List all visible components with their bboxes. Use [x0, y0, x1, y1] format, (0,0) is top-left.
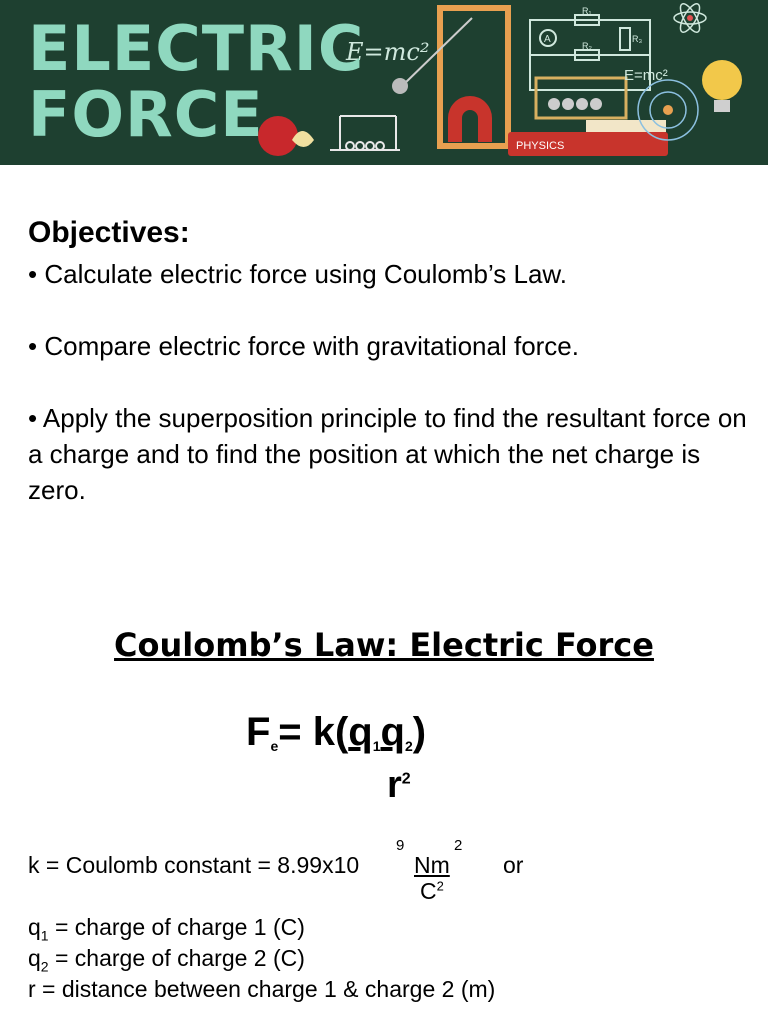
k-unit-c-exponent: 2: [436, 878, 444, 894]
newtons-cradle: [536, 78, 626, 118]
objectives-heading: Objectives:: [28, 216, 190, 249]
physics-book-label: PHYSICS: [516, 140, 565, 152]
formula-r: r: [387, 764, 402, 806]
definition-q1-symbol: q: [28, 914, 41, 940]
formula-numerator: [348, 710, 412, 754]
banner-title-line2: FORCE: [28, 78, 264, 151]
formula-close-paren: ): [412, 710, 427, 754]
objective-item-2: • Compare electric force with gravitational force.: [28, 331, 579, 361]
k-unit-denominator: [420, 878, 444, 905]
emc2-small-art: E=mc²: [624, 67, 668, 84]
resistor-r2-label: R₂: [582, 41, 592, 51]
formula-q2-subscript: 2: [404, 738, 413, 754]
definition-r-text: = distance between charge 1 & charge 2 (m): [35, 976, 496, 1002]
definition-q1: [28, 914, 305, 944]
header-banner: [0, 0, 768, 165]
emc2-formula-art: E=mc²: [346, 38, 430, 66]
k-unit-numerator: Nm: [414, 852, 450, 878]
banner-title-line1: ELECTRIC: [28, 12, 365, 85]
definition-q1-subscript: 1: [40, 927, 49, 944]
definition-q1-text: = charge of charge 1 (C): [48, 914, 305, 940]
ammeter-label: A: [544, 34, 551, 45]
light-bulb-icon: [702, 60, 742, 100]
definition-q2-text: = charge of charge 2 (C): [48, 945, 305, 971]
k-constant-line: k = Coulomb constant = 8.99x10: [28, 852, 360, 878]
k-unit-c: C: [420, 878, 437, 904]
apple-icon: [258, 116, 298, 156]
formula-q2: q: [380, 710, 405, 754]
resistor-r1-label: R₁: [582, 6, 592, 16]
pendulum-bob: [392, 78, 408, 94]
formula-f: F: [246, 710, 271, 754]
coulomb-law-heading: Coulomb’s Law: Electric Force: [114, 626, 654, 664]
formula-q1: q: [348, 710, 373, 754]
atom-nucleus: [687, 15, 693, 21]
coulomb-formula: [246, 710, 426, 755]
formula-r-exponent: 2: [401, 770, 411, 788]
definition-r-symbol: r: [28, 976, 36, 1002]
light-bulb-base: [714, 100, 730, 112]
newton-cradle-sketch: [330, 116, 400, 150]
definition-q2: [28, 945, 305, 975]
formula-q1-subscript: 1: [372, 738, 381, 754]
or-word: or: [503, 852, 524, 878]
definition-q2-symbol: q: [28, 945, 41, 971]
formula-denominator: [387, 764, 411, 807]
definition-q2-subscript: 2: [40, 958, 49, 975]
magnet-icon: [448, 96, 492, 142]
formula-equals-k: = k(: [278, 710, 349, 754]
k-unit-exponent: 2: [454, 837, 463, 854]
definition-r: [28, 976, 495, 1003]
objective-item-3: • Apply the superposition principle to find the resultant force on a charge and to find the position at which the net charge is zero.: [28, 403, 747, 505]
k-exponent: 9: [396, 837, 405, 854]
orbit-center: [663, 105, 673, 115]
objective-item-1: • Calculate electric force using Coulomb’s Law.: [28, 259, 567, 289]
formula-f-subscript: e: [270, 738, 279, 754]
resistor-r3-label: R₃: [632, 34, 643, 44]
